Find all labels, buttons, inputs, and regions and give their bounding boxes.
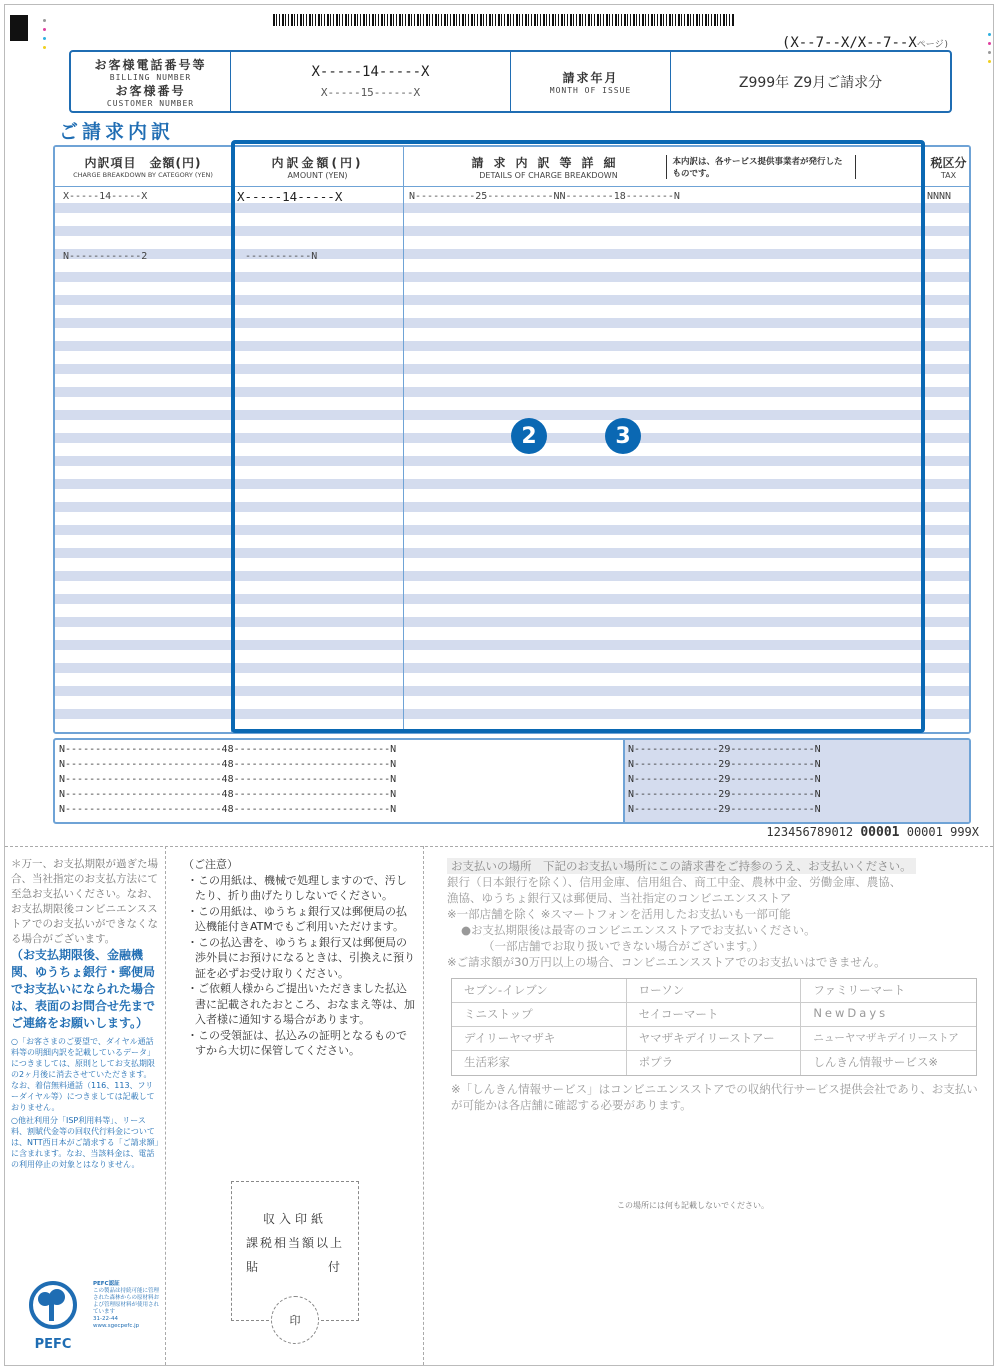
highlight-frame <box>231 140 925 733</box>
store-grid <box>451 978 977 1076</box>
store-item: ローソン <box>627 979 802 1003</box>
store-item: しんきん情報サービス※ <box>813 1055 938 1069</box>
pefc-logo: PEFC <box>23 1281 83 1351</box>
perforation-horizontal <box>5 846 993 847</box>
billing-statement <box>4 4 994 1366</box>
summary-table <box>53 738 971 824</box>
col-header-category: 内訳項目 金額(円) CHARGE BREAKDOWN BY CATEGORY (YEN) <box>55 147 231 187</box>
row1-amount: X-----14-----X <box>237 189 343 204</box>
summary-left-row: N--------------------------48--------------------------N <box>59 804 397 815</box>
row2-category: N------------2 <box>63 251 148 262</box>
store-item: ヤマザキデイリーストアー <box>627 1027 802 1051</box>
payment-footnote: ※「しんきん情報サービス」はコンビニエンスストアでの収納代行サービス提供会社であり、お支払いが可能かは各店舗に確認する必要があります。 <box>451 1082 978 1112</box>
number-labels: お客様電話番号等 BILLING NUMBER お客様番号 CUSTOMER NUMBER <box>71 52 231 111</box>
store-item: 生活彩家 <box>452 1051 627 1075</box>
registration-mark <box>10 15 28 41</box>
pefc-text: PEFC認証 この製品は持続可能に管理された森林からの原材料および管理原材料が使用されています 31-22-44 www.sgecpefc.jp <box>93 1281 160 1329</box>
store-item: NewDays <box>801 1003 976 1027</box>
summary-left-row: N--------------------------48--------------------------N <box>59 759 397 770</box>
page-count: (X--7--X/X--7--Xページ) <box>781 35 949 51</box>
number-values <box>231 52 511 111</box>
summary-right-row: N--------------29--------------N <box>628 744 821 755</box>
marker-2: 2 <box>511 418 547 454</box>
marker-3: 3 <box>605 418 641 454</box>
col-header-tax: 税区分 TAX <box>924 147 971 187</box>
store-item: セイコーマート <box>627 1003 802 1027</box>
col-header-details: 請求内訳等詳細 DETAILS OF CHARGE BREAKDOWN 本内訳は、各サービス提供事業者が発行したものです。 <box>404 147 923 187</box>
reference-numbers: 123456789012 00001 00001 999X <box>766 825 979 840</box>
perforation-vertical-1 <box>165 846 166 1365</box>
details-note: 本内訳は、各サービス提供事業者が発行したものです。 <box>666 155 856 179</box>
store-item: ファミリーマート <box>801 979 976 1003</box>
row1-tax: NNNN <box>927 191 952 202</box>
summary-right-row: N--------------29--------------N <box>628 774 821 785</box>
overdue-notes: ＊万一、お支払期限が過ぎた場合、当社指定のお支払方法にて至急お支払いください。なお、お支払期限後コンビニエンスストアでのお支払いができなくなる場合がございます。 （お支払期限後、金融機関、ゆうちょ銀行・郵便局でお支払いになられた場合は、表面のお問合せ先までご連絡をお願いします。） ○「お客さまのご要望で、ダイヤル通話料等の明細内訳を記載しているデータ」につきましては、原則としてお支払期限の2ヶ月後に消去させていただきます。なお、着信無料通話（116、113、フリーダイヤル等）につきましては記載しておりません。 ○他社利用分「ISP利用料等」、リース料、割賦代金等の回収代行料金については、NTT西日本がご請求する「ご請求額」に含まれます。なお、当該料金は、電話の利用停止の対象とはなりません。 <box>11 858 159 1169</box>
customer-number: X-----15------X <box>320 86 421 99</box>
color-dots-right <box>988 33 992 69</box>
phone-number: X-----14-----X <box>311 64 430 80</box>
tree-icon <box>23 1281 83 1333</box>
summary-left-row: N--------------------------48--------------------------N <box>59 789 397 800</box>
summary-right-row: N--------------29--------------N <box>628 759 821 770</box>
summary-left-row: N--------------------------48--------------------------N <box>59 774 397 785</box>
revenue-stamp-box: 収入印紙 課税相当額以上 貼 付 <box>231 1181 359 1321</box>
caution-notes: （ご注意） ・この用紙は、機械で処理しますので、汚したり、折り曲げたりしないでください。 ・この用紙は、ゆうちょ銀行又は郵便局の払込機能付きATMでもご利用いただけます。 ・この払込書を、ゆうちょ銀行又は郵便局の渉外員にお預けになるときは、引換えに預り証を必ずお受け取りください。 ・ご依頼人様からご提出いただきました払込書に記載されたおところ、おなまえ等は、加入者様に通知する場合があります。 ・この受領証は、払込みの証明となるものですから大切に保管してください。 <box>183 858 415 1057</box>
row1-category: X-----14-----X <box>63 191 148 202</box>
store-item: ポプラ <box>627 1051 802 1075</box>
store-item: ニューヤマザキデイリーストア <box>801 1027 976 1051</box>
summary-right-row: N--------------29--------------N <box>628 804 821 815</box>
payment-places: お支払いの場所 下記のお支払い場所にこの請求書をご持参のうえ、お支払いください。 銀行（日本銀行を除く）、信用金庫、信用組合、商工中金、農林中金、労働金庫、農協、 漁協、ゆうちょ銀行又は郵便局、当社指定のコンビニエンスストア ※一部店舗を除く ※スマートフォンを活用したお支払いも一部可能 ●お支払期限後は最寄のコンビニエンスストアでお支払いください。 （一部店舗でお取り扱いできない場合がございます。） ※ご請求額が30万円以上の場合、コンビニエンスストアでのお支払いはできません。 <box>447 858 977 970</box>
row1-details: N----------25-----------NN--------18--------N <box>409 191 680 202</box>
seal-circle: 印 <box>271 1296 319 1344</box>
row2-amount: -----------N <box>245 251 318 262</box>
section-title: ご請求内訳 <box>59 121 175 143</box>
store-item: セブン-イレブン <box>452 979 627 1003</box>
header-box <box>69 50 952 113</box>
summary-right-row: N--------------29--------------N <box>628 789 821 800</box>
color-dots-left <box>43 19 47 55</box>
perforation-vertical-2 <box>423 846 424 1365</box>
summary-left-row: N--------------------------48--------------------------N <box>59 744 397 755</box>
barcode <box>273 14 735 26</box>
month-label: 請求年月 MONTH OF ISSUE <box>511 52 671 111</box>
store-item: デイリーヤマザキ <box>452 1027 627 1051</box>
no-write-note: この場所には何も記載しないでください。 <box>617 1201 769 1210</box>
billing-month: Z999年 Z9月ご請求分 <box>738 74 883 91</box>
col-header-amount: 内訳金額(円) AMOUNT (YEN) <box>232 147 403 187</box>
store-item: ミニストップ <box>452 1003 627 1027</box>
